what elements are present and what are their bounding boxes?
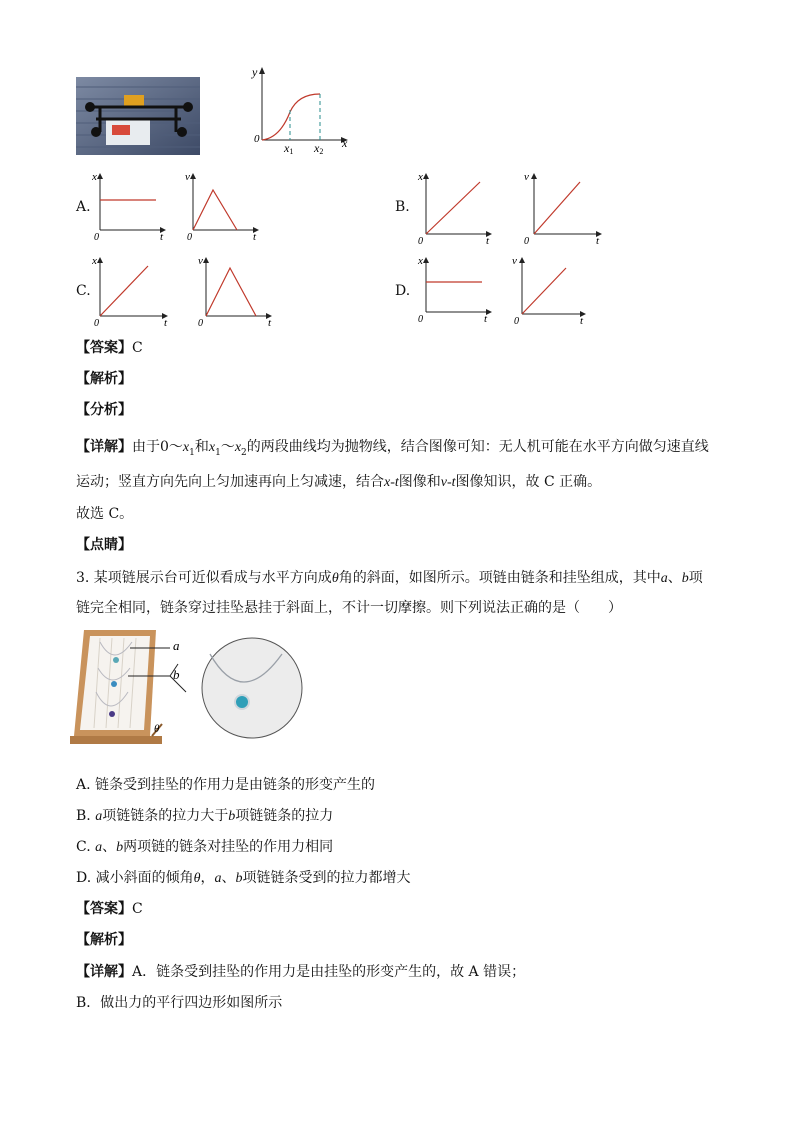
- origin-label: 0: [254, 133, 260, 145]
- q3-detail-a: 【详解】A．链条受到挂坠的作用力是由挂坠的形变产生的，故 A 错误；: [76, 964, 526, 980]
- x1-label: x1: [284, 141, 294, 154]
- option-b-label: B.: [395, 199, 410, 215]
- q3-option-d: D. 减小斜面的倾角θ，a、b项链链条受到的拉力都增大: [76, 870, 411, 886]
- q3-stem-line2: 链完全相同，链条穿过挂坠悬挂于斜面上，不计一切摩擦。则下列说法正确的是（ ）: [76, 600, 622, 616]
- necklace-display-figure: [70, 624, 310, 754]
- drone-photo: [76, 77, 200, 155]
- option-c-label: C.: [76, 283, 91, 299]
- svg-text:x: x: [418, 255, 423, 267]
- axis-x-label: x: [342, 136, 348, 150]
- label-b: b: [173, 667, 180, 682]
- svg-text:t: t: [268, 317, 272, 326]
- q3-option-c: C. a、b两项链的链条对挂坠的作用力相同: [76, 839, 334, 855]
- q3-analysis-heading: 【解析】: [76, 932, 132, 948]
- svg-text:t: t: [164, 317, 168, 326]
- option-a-xt-graph: [92, 170, 170, 242]
- option-a-label: A.: [76, 199, 91, 215]
- q2-answer: 【答案】C: [76, 340, 143, 356]
- svg-text:0: 0: [198, 318, 203, 326]
- q2-detail-line2: 运动；竖直方向先向上匀加速再向上匀减速，结合x-t图像和v-t图像知识，故 C 正确。: [76, 474, 602, 490]
- svg-text:x: x: [92, 255, 97, 267]
- option-c-vt-graph: [196, 254, 278, 326]
- svg-text:0: 0: [418, 236, 423, 246]
- option-b-xt-graph: [416, 170, 494, 246]
- svg-text:t: t: [253, 231, 257, 242]
- svg-text:x: x: [418, 171, 423, 183]
- option-a-vt-graph: [185, 170, 263, 242]
- q2-fenxi-heading: 【分析】: [76, 402, 132, 418]
- option-b-vt-graph: [522, 170, 606, 246]
- q2-dianjing-heading: 【点睛】: [76, 537, 132, 553]
- svg-text:0: 0: [524, 236, 529, 246]
- q3-option-a: A. 链条受到挂坠的作用力是由链条的形变产生的: [76, 777, 376, 793]
- svg-text:0: 0: [94, 318, 99, 326]
- svg-text:t: t: [484, 313, 488, 325]
- svg-text:t: t: [486, 235, 490, 246]
- svg-text:0: 0: [514, 316, 519, 326]
- q2-analysis-heading: 【解析】: [76, 371, 132, 387]
- q2-detail-line1: 【详解】由于$0\sim x_1$和$x_1\sim x_2$的两段曲线均为抛物线，结合图像可知：无人机可能在水平方向做匀速直线: [76, 439, 709, 458]
- option-d-label: D.: [395, 283, 411, 299]
- q3-answer: 【答案】C: [76, 901, 143, 917]
- label-a: a: [173, 638, 180, 653]
- svg-text:x: x: [92, 171, 97, 183]
- svg-text:v: v: [524, 171, 529, 183]
- svg-text:v: v: [185, 171, 190, 183]
- axis-y-label: y: [252, 65, 258, 79]
- svg-text:v: v: [198, 255, 203, 267]
- svg-text:t: t: [596, 235, 600, 246]
- q2-conclusion: 故选 C。: [76, 506, 134, 522]
- q3-stem-line1: 3. 某项链展示台可近似看成与水平方向成θ角的斜面，如图所示。项链由链条和挂坠组成，其中a、b项: [76, 570, 703, 586]
- option-c-xt-graph: [92, 254, 174, 326]
- x2-label: x2: [314, 141, 324, 154]
- svg-text:t: t: [580, 315, 584, 326]
- option-d-xt-graph: [416, 254, 496, 326]
- option-d-vt-graph: [510, 254, 590, 326]
- yx-graph: [244, 64, 354, 154]
- svg-text:0: 0: [94, 232, 99, 242]
- label-theta: θ: [154, 723, 160, 735]
- q3-option-b: B. a项链链条的拉力大于b项链链条的拉力: [76, 808, 334, 824]
- svg-text:t: t: [160, 231, 164, 242]
- q3-detail-b: B．做出力的平行四边形如图所示: [76, 995, 283, 1011]
- svg-text:v: v: [512, 255, 517, 267]
- svg-text:0: 0: [187, 232, 192, 242]
- svg-text:0: 0: [418, 314, 423, 325]
